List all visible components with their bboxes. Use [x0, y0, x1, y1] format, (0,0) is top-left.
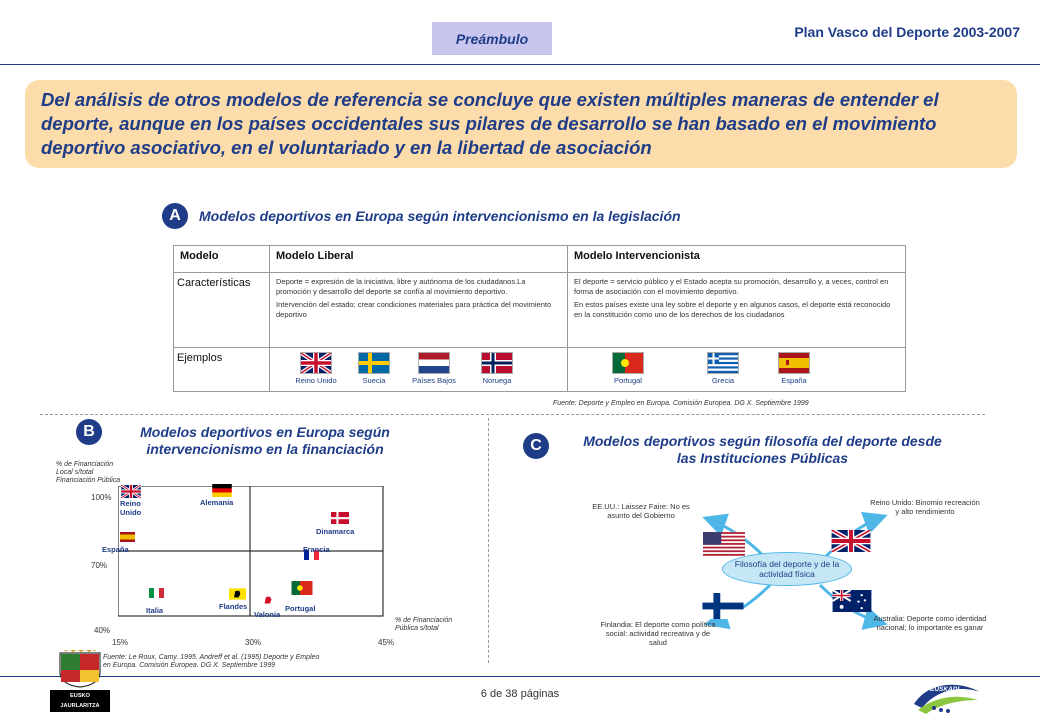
uk-flag-icon: [300, 352, 332, 374]
example-label: Grecia: [711, 376, 735, 385]
section-a-source: Fuente: Deporte y Empleo en Europa. Comisión Europea. DG X. Septiembre 1999: [553, 400, 809, 407]
label-francia: Francia: [303, 545, 330, 554]
example-netherlands: [404, 352, 464, 385]
footer-divider: [0, 676, 1040, 677]
header-liberal: Modelo Liberal: [270, 246, 568, 273]
interv-text-2: En estos países existe una ley sobre el deporte y en algunos casos, el deporte está reconocido en la constitución como uno de los derechos de los ciudadanos: [574, 300, 891, 319]
y-tick-70: 70%: [91, 561, 108, 570]
uk-flag-icon: [830, 530, 872, 552]
example-label: Noruega: [482, 376, 512, 385]
header-modelo: Modelo: [174, 246, 270, 273]
section-b-title-line1: Modelos deportivos en Europa según: [140, 424, 390, 440]
interv-examples: [568, 348, 906, 392]
section-b-badge: B: [76, 419, 102, 445]
section-label: Preámbulo: [432, 22, 552, 55]
models-table: [173, 245, 906, 392]
greece-flag-icon: [707, 352, 739, 374]
example-label: Suecia: [362, 376, 386, 385]
section-b-source: [103, 654, 319, 670]
example-norway: [472, 352, 522, 385]
label-flandes: Flandes: [219, 602, 248, 611]
label-dinamarca: Dinamarca: [316, 527, 355, 536]
coat-of-arms-icon: [57, 650, 103, 688]
australia-caption: Australia: Deporte como identidad nacional; lo importante es ganar: [873, 614, 987, 632]
section-b-title-line2: intervencionismo en la financiación: [146, 441, 384, 457]
uk-flag-icon: [120, 485, 142, 498]
section-c-badge: C: [523, 433, 549, 459]
finland-flag-icon: [702, 593, 744, 619]
wallonia-flag-icon: [261, 594, 276, 606]
label-espana: España: [102, 545, 129, 554]
x-tick-15: 15%: [112, 638, 129, 647]
logo-text-line2: GOBIERNO VASCO: [54, 713, 106, 719]
section-a-title: Modelos deportivos en Europa según intervencionismo en la legislación: [199, 208, 681, 224]
norway-flag-icon: [481, 352, 513, 374]
label-reino-unido: Reino Unido: [120, 499, 142, 517]
interv-text-1: El deporte = servicio público y el Estado acepta su promoción, desarrollo y, a veces, control en forma de asociación con el movimiento deportivo.: [574, 277, 889, 296]
y-tick-40: 40%: [94, 626, 111, 635]
financing-chart: [118, 486, 388, 621]
section-b-source-line1: Fuente: Le Roux, Camy. 1995. Andreff et al. (1995) Deporte y Empleo: [103, 654, 320, 661]
y-axis-label: % de Financiación Local s/total Financiación Pública: [56, 461, 121, 484]
x-tick-45: 45%: [378, 638, 395, 647]
example-portugal: [598, 352, 658, 385]
example-sweden: [352, 352, 396, 385]
portugal-flag-icon: [291, 581, 313, 595]
portugal-flag-icon: [612, 352, 644, 374]
label-portugal: Portugal: [285, 604, 316, 613]
usa-caption: EE.UU.: Laissez Faire: No es asunto del Gobierno: [592, 502, 690, 520]
example-label: Portugal: [614, 376, 642, 385]
section-b-title: [110, 424, 420, 458]
spain-flag-icon: [778, 352, 810, 374]
page-counter: 6 de 38 páginas: [480, 688, 560, 700]
italy-flag-icon: [149, 588, 164, 598]
gobierno-vasco-logo: [50, 650, 110, 719]
example-uk: [288, 352, 344, 385]
conclusion-banner: Del análisis de otros modelos de referencia se concluye que existen múltiples maneras de entender el deporte, aunque en los países occidentales sus pilares de desarrollo se han basado en el movimiento deportivo asociativo, en el voluntariado y en la libertad de asociación: [25, 80, 1017, 168]
usa-flag-icon: [703, 532, 745, 556]
liberal-characteristics: [270, 273, 568, 348]
interv-characteristics: [568, 273, 906, 348]
example-spain: [774, 352, 814, 385]
header-intervencionista: Modelo Intervencionista: [568, 246, 906, 273]
label-alemania: Alemania: [200, 498, 234, 507]
finland-caption: Finlandia: El deporte como política social: actividad recreativa y de salud: [600, 620, 716, 647]
plan-title: Plan Vasco del Deporte 2003-2007: [794, 24, 1020, 40]
section-c-title-line1: Modelos deportivos según filosofía del deporte desde: [583, 433, 942, 449]
example-label: España: [781, 376, 807, 385]
liberal-text-1: Deporte = expresión de la iniciativa, libre y autónoma de los ciudadanos.La promoción y desarrollo del deporte se confía al movimiento deportivo.: [276, 277, 526, 296]
logo-text-line1: EUSKO JAURLARITZA: [60, 693, 100, 709]
euskadi-logo: [908, 678, 988, 716]
section-b-source-line2: en Europa. Comisión Europea. DG X. Septiembre 1999: [103, 662, 275, 669]
header-divider: [0, 64, 1040, 65]
example-label: Reino Unido: [295, 376, 337, 385]
horizontal-divider: [40, 414, 985, 415]
x-axis-label: % de Financiación Pública s/total: [395, 617, 453, 632]
australia-flag-icon: [831, 590, 873, 612]
sweden-flag-icon: [358, 352, 390, 374]
section-a-badge: A: [162, 203, 188, 229]
row-label-ejemplos: Ejemplos: [174, 348, 270, 392]
netherlands-flag-icon: [418, 352, 450, 374]
spain-flag-icon: [120, 532, 135, 542]
section-c-title-line2: las Instituciones Públicas: [676, 450, 849, 466]
liberal-text-2: Intervención del estado: crear condiciones materiales para práctica del movimiento deportivo: [276, 300, 552, 319]
euskadi-swoosh-icon: [908, 678, 988, 716]
vertical-divider: [488, 418, 489, 663]
example-greece: [698, 352, 748, 385]
euskadi-logo-text: EUSKADI: [930, 686, 960, 693]
label-valonia: Valonia: [254, 610, 281, 619]
example-label: Países Bajos: [412, 376, 456, 385]
philosophy-center: Filosofía del deporte y de la actividad física: [722, 552, 852, 586]
liberal-examples: [270, 348, 568, 392]
denmark-flag-icon: [331, 512, 349, 524]
row-label-caracteristicas: Características: [174, 273, 270, 348]
flanders-flag-icon: [229, 588, 246, 600]
germany-flag-icon: [212, 484, 232, 497]
x-tick-30: 30%: [245, 638, 262, 647]
label-italia: Italia: [146, 606, 164, 615]
section-c-title: [555, 433, 970, 467]
y-tick-100: 100%: [91, 493, 112, 502]
uk-caption: Reino Unido: Binomio recreación y alto rendimiento: [870, 498, 980, 516]
